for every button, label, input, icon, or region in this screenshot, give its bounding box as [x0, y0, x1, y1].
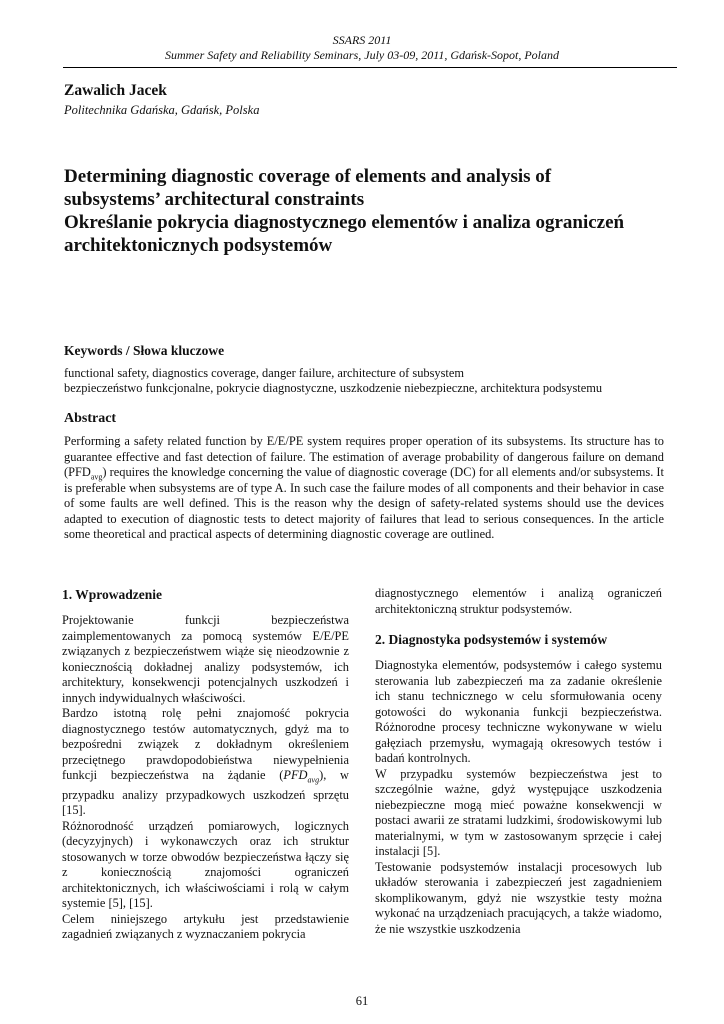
title-en-line-1: Determining diagnostic coverage of elements and analysis of: [64, 166, 552, 187]
author-affiliation: Politechnika Gdańska, Gdańsk, Polska: [64, 103, 260, 117]
section-2-paragraph-3: Testowanie podsystemów instalacji procesowych lub układów sterowania i zabezpieczeń jest zagadnieniem skomplikowanym, gdyż nie wszystkie testy można wykonać na urządzeniach pracujących, a także wiadomo, że nie wszystkie uszkodzenia: [375, 859, 662, 936]
abstract-heading: Abstract: [64, 411, 117, 426]
title-en-line-2: subsystems’ architectural constraints: [64, 189, 365, 210]
conference-code: SSARS 2011: [332, 33, 392, 47]
keywords-heading: Keywords / Słowa kluczowe: [64, 343, 225, 358]
conference-details: Summer Safety and Reliability Seminars, July 03-09, 2011, Gdańsk-Sopot, Poland: [164, 48, 560, 62]
section-1-paragraph-4: Celem niniejszego artykułu jest przedstawienie zagadnień związanych z wyznaczaniem pokrycia: [62, 911, 349, 942]
title-pl-line-2: architektonicznych podsystemów: [64, 235, 333, 256]
section-2-heading: 2. Diagnostyka podsystemów i systemów: [375, 632, 608, 647]
section-2-paragraph-2: W przypadku systemów bezpieczeństwa jest to szczególnie ważne, gdyż występujące uszkodzenia niebezpieczne mogą mieć poważne konsekwencji w postaci awarii ze stratami ludzkimi, środowiskowymi lub materialnymi, w tym w zastosowanym sprzęcie i całej instalacji [5].: [375, 766, 662, 858]
section-1-heading: 1. Wprowadzenie: [62, 587, 163, 602]
running-header: [40, 33, 684, 63]
keywords-pl: bezpieczeństwo funkcjonalne, pokrycie diagnostyczne, uszkodzenie niebezpieczne, architektura podsystemu: [64, 381, 603, 395]
section-1-paragraph-1: Projektowanie funkcji bezpieczeństwa zaimplementowanych za pomocą systemów E/E/PE związanych z bezpieczeństwem wiąże się nieodzownie z koniecznością dokładnej analizy podsystemów, ich architektury, konsekwencji potencjalnych uszkodzeń i innych indywidualnych właściwości.: [62, 613, 349, 705]
keywords-en: functional safety, diagnostics coverage, danger failure, architecture of subsystem: [64, 366, 465, 380]
column-left: [62, 586, 349, 943]
section-2-paragraph-1: Diagnostyka elementów, podsystemów i całego systemu sterowania lub zabezpieczeń ma za zadanie określenie ich stanu technicznego w celu sformułowania oceny gotowości do wykonania funkcji bezpieczeństwa. Różnorodne procesy techniczne wykonywane w wielu gałęziach przemysłu, wymagają okresowych testów i badań kontrolnych.: [375, 658, 662, 765]
section-1-paragraph-2: Bardzo istotną rolę pełni znajomość pokrycia diagnostycznego testów automatycznych, gdyż ma to bezpośredni związek z dokładnym określeniem przeciętnego prawdopodobieństwa niewypełnienia funkcji bezpieczeństwa na żądanie $(PFD_{avg})$, w przypadku analizy przypadkowych uszkodzeń sprzętu [15].: [62, 706, 349, 818]
title-pl-line-1: Określanie pokrycia diagnostycznego elementów i analiza ograniczeń: [64, 212, 625, 233]
section-1-continuation: diagnostycznego elementów i analizą ograniczeń architektoniczną struktur podsystemów.: [375, 586, 662, 616]
paper-title: [64, 165, 664, 257]
section-1-paragraph-3: Różnorodność urządzeń pomiarowych, logicznych (decyzyjnych) i wykonawczych oraz ich struktur stosowanych w torze obwodów bezpieczeństwa łączy się z koniecznością znajomości ograniczeń architektonicznych, ich właściwościami i rolą w całym systemie [5], [15].: [62, 818, 349, 911]
column-right: [375, 586, 662, 937]
header-rule: [63, 67, 677, 68]
page-number: 61: [355, 994, 369, 1008]
abstract-text: Performing a safety related function by E/E/PE system requires proper operation of its subsystems. Its structure has to guarantee effective and fast detection of failure. The estimation of average probability of dangerous failure on demand $(PFD_{avg})$ requires the knowledge concerning the value of diagnostic coverage (DC) for all elements and/or subsystems. It is preferable when subsystems are of type A. In such case the failure modes of all components and their behavior in case of some faults are well defined. This is the reason why the design of safety-related systems should use the devices adapted to execution of diagnostic tests to detect majority of failures that lead to serious consequences. In the article some theoretical and practical aspects of determining diagnostic coverage are outlined.: [64, 434, 664, 541]
author-name: Zawalich Jacek: [64, 82, 167, 99]
